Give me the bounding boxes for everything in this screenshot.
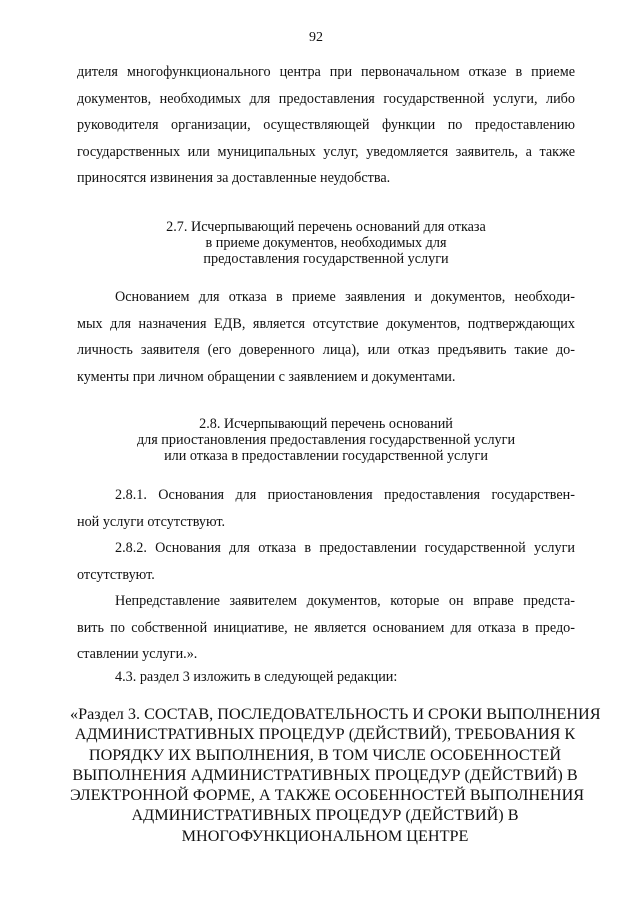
section-title-line: ВЫПОЛНЕНИЯ АДМИНИСТРАТИВНЫХ ПРОЦЕДУР (ДЕЙСТВИЙ) В [72, 765, 578, 784]
heading-2-7 [60, 219, 592, 267]
heading-2-8 [60, 416, 592, 464]
text-line: 2.8.1. Основания для приостановления предоставления государствен- [115, 487, 575, 503]
heading-line: для приостановления предоставления государственной услуги [136, 432, 516, 448]
heading-line: 2.8. Исчерпывающий перечень оснований [199, 416, 453, 432]
text-line: Непредставление заявителем документов, которые он вправе предста- [115, 593, 575, 609]
section-title-line: АДМИНИСТРАТИВНЫХ ПРОЦЕДУР (ДЕЙСТВИЙ) В [131, 806, 519, 825]
text-line: дителя многофункционального центра при первоначальном отказе в приеме [77, 64, 575, 80]
text-line: 4.3. раздел 3 изложить в следующей редакции: [115, 669, 398, 685]
text-line: кументы при личном обращении с заявлением и документами. [77, 368, 456, 385]
text-line: ной услуги отсутствуют. [77, 513, 226, 530]
text-line: Основанием для отказа в приеме заявления и документов, необходи- [115, 289, 575, 305]
text-line: отсутствуют. [77, 566, 155, 583]
section-title-line: ЭЛЕКТРОННОЙ ФОРМЕ, А ТАКЖЕ ОСОБЕННОСТЕЙ ВЫПОЛНЕНИЯ [70, 786, 585, 805]
paragraph-2-7 [77, 284, 575, 390]
section-title-line: МНОГОФУНКЦИОНАЛЬНОМ ЦЕНТРЕ [181, 826, 469, 845]
text-line: мых для назначения ЕДВ, является отсутствие документов, подтверждающих [77, 315, 575, 332]
text-line: ставлении услуги.». [77, 646, 198, 662]
intro-paragraph [77, 59, 575, 192]
section-title-line: «Раздел 3. СОСТАВ, ПОСЛЕДОВАТЕЛЬНОСТЬ И СРОКИ ВЫПОЛНЕНИЯ [70, 705, 601, 723]
heading-line: или отказа в предоставлении государственной услуги [164, 448, 488, 464]
paragraph-2-8-2 [77, 535, 575, 588]
text-line: приносятся извинения за доставленные неудобства. [77, 170, 391, 186]
text-line: вить по собственной инициативе, не является основанием для отказа в предо- [77, 619, 575, 636]
text-line: личность заявителя (его доверенного лица), или отказ предъявить такие до- [77, 342, 575, 358]
heading-line: в приеме документов, необходимых для [205, 235, 447, 251]
paragraph-4-3 [77, 664, 575, 691]
section-title-line: АДМИНИСТРАТИВНЫХ ПРОЦЕДУР (ДЕЙСТВИЙ), ТРЕБОВАНИЯ К [74, 725, 576, 744]
text-line: документов, необходимых для предоставления государственной услуги, либо [77, 90, 575, 107]
heading-line: 2.7. Исчерпывающий перечень оснований для отказа [166, 219, 486, 235]
text-line: 2.8.2. Основания для отказа в предоставлении государственной услуги [115, 540, 575, 556]
section-3-title [70, 704, 601, 846]
page-number: 92 [309, 30, 323, 45]
paragraph-non-submission [77, 588, 575, 668]
text-line: руководителя организации, осуществляющей функции по предоставлению [77, 117, 575, 133]
heading-line: предоставления государственной услуги [203, 251, 449, 267]
section-title-line: ПОРЯДКУ ИХ ВЫПОЛНЕНИЯ, В ТОМ ЧИСЛЕ ОСОБЕННОСТЕЙ [88, 745, 562, 764]
text-line: государственных или муниципальных услуг, уведомляется заявитель, а также [77, 143, 575, 160]
paragraph-2-8-1 [77, 482, 575, 535]
